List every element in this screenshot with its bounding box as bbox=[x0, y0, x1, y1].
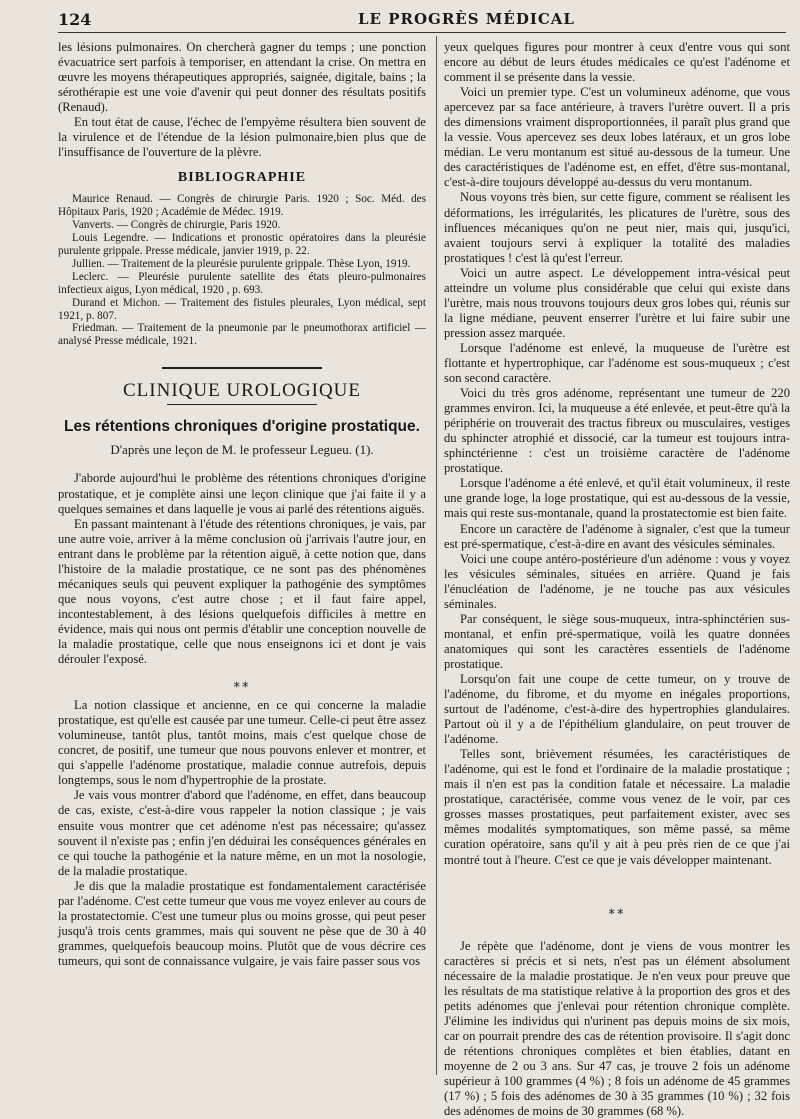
column-divider bbox=[436, 36, 437, 1075]
left-column bbox=[58, 40, 426, 1083]
paragraph: Telles sont, brièvement résumées, les caractéristiques de l'adénome, qui est le fond et l'ordinaire de la maladie prostatique ; mais il n'en est pas la condition fatale et nécessaire. La maladie prostatique, caractérisée, comme vous venez de le voir, par ces grosses masses prostatiques, peut parfaitement exister, avec ses mêmes modalités symptomatiques, son même passé, sa même curation opératoire, sans qu'il y ait à peu près rien de ce que j'ai montré tout à l'heure. C'est ce que je vais développer maintenant. bbox=[444, 747, 790, 867]
paragraph: Voici une coupe antéro-postérieure d'un adénome : vous y voyez les vésicules séminales, situées en arrière. Quand je fais l'énucléation de l'adénome, je ne touche pas aux vésicules séminales. bbox=[444, 551, 790, 611]
bib-entry: Maurice Renaud. — Congrès de chirurgie Paris. 1920 ; Soc. Méd. des Hôpitaux Paris, 1920 ; Académie de Médec. 1919. bbox=[58, 193, 426, 219]
section-stars: ⁎⁎ bbox=[233, 675, 251, 691]
header-rule bbox=[58, 32, 786, 33]
bib-entry: Vanverts. — Congrès de chirurgie, Paris 1920. bbox=[72, 219, 281, 232]
paragraph: Je dis que la maladie prostatique est fondamentalement caractérisée par l'adénome. C'est cette tumeur que vous me voyez enlever au cours de la prostatectomie. C'est une tumeur plus ou moins grosse, qui peut peser jusqu'à trois cents grammes, mais qui souvent ne pèse que de 30 à 40 grammes, quelquefois beaucoup moins. Plutôt que de vous décrire ces tumeurs, qui sont de connaissance vulgaire, je vais faire passer sous vos bbox=[58, 878, 426, 968]
paragraph: La notion classique et ancienne, en ce qui concerne la maladie prostatique, est qu'elle est causée par une tumeur. Celle-ci peut être assez volumineuse, tantôt plus, tantôt moins, mais c'est quelque chose de concret, de positif, une tumeur que nous pouvons enlever et montrer, et qui s'appelle l'adénome prostatique, maladie connue autrefois, depuis longtemps, sous le nom d'hypertrophie de la prostate. bbox=[58, 698, 426, 788]
article-title: Les rétentions chroniques d'origine prostatique. bbox=[64, 418, 420, 436]
ornament-divider bbox=[58, 358, 426, 373]
bib-entry: Jullien. — Traitement de la pleurésie purulente grippale. Thèse Lyon, 1919. bbox=[72, 257, 411, 270]
paragraph: Encore un caractère de l'adénome à signaler, c'est que la tumeur est pré-spermatique, c'est-à-dire en avant des vésicules séminales. bbox=[444, 521, 790, 551]
paragraph: En passant maintenant à l'étude des rétentions chroniques, je vais, par une autre voie, arriver à la même conclusion où j'arrivais l'autre jour, en entrant dans le problème par la rétention aiguë, à cette notion que, dans l'histoire de la maladie prostatique, ce ne sont pas des phénomènes mécaniques seuls qui peuvent expliquer la pathogénie des symptômes que nous voyons, c'est autre chose ; et il faut faire appel, incontestablement, à des lésions quelquefois difficiles à mettre en évidence, mais qui nous ont permis d'établir une conception nouvelle de la maladie prostatique, celle que nous enseignons ici et dont je vais dérouler l'exposé. bbox=[58, 516, 426, 667]
section-stars: ⁎⁎ bbox=[608, 901, 626, 917]
paragraph: Voici du très gros adénome, représentant une tumeur de 220 grammes environ. Ici, la muqueuse a été enlevée, et peut-être qu'à la périphérie on trouverait des tractus fibreux ou musculaires, vestiges du sphincter atrophié et dissocié, car la tumeur est toujours intra-sphinctérienne : c'est un troisième caractère de l'adénome prostatique. bbox=[444, 386, 790, 476]
bib-entry: Leclerc. — Pleurésie purulente satellite des états pleuro-pulmonaires infectieux aigus, Lyon médical, 1920 , p. 693. bbox=[58, 270, 426, 296]
running-title: LE PROGRÈS MÉDICAL bbox=[358, 10, 575, 28]
section-rule bbox=[167, 404, 317, 405]
paragraph: J'aborde aujourd'hui le problème des rétentions chroniques d'origine prostatique, et je complète ainsi une leçon clinique que j'ai faite il y a quelques semaines et dans laquelle je vous ai parlé des rétentions aiguës. bbox=[58, 471, 426, 516]
paragraph: Nous voyons très bien, sur cette figure, comment se réalisent les déformations, les irrégularités, les plicatures de l'urètre, sous des influences mécaniques qu'on ne peut nier, mais qui, jusqu'ici, avaient toujours servi à expliquer la totalité des maladies prostatiques ! c'est là qu'est l'erreur. bbox=[444, 190, 790, 265]
paragraph: Je vais vous montrer d'abord que l'adénome, en effet, dans beaucoup de cas, existe, c'est-à-dire vous rappeler la notion classique ; je vais ensuite vous montrer que cet adénome n'est pas nécessaire; qu'assez souvent il n'existe pas ; enfin j'en déduirai les conséquences générales en ce qui touche la pathogénie et la nature même, en un mot la nosologie, de la maladie prostatique. bbox=[58, 788, 426, 878]
paragraph: Voici un autre aspect. Le développement intra-vésical peut atteindre un volume plus considérable que celui qui existe dans l'urètre, mais nous trouvons toujours deux gros lobes qui, réunis sur la ligne médiane, peuvent enserrer l'urètre et lui faire subir une pression assez marquée. bbox=[444, 265, 790, 340]
paragraph: yeux quelques figures pour montrer à ceux d'entre vous qui sont encore au début de leurs études médicales ce qu'est l'adénome et comment il se présente dans la vessie. bbox=[444, 40, 790, 85]
bib-entry: Louis Legendre. — Indications et pronostic opératoires dans la pleurésie purulente grippale. Presse médicale, janvier 1919, p. 22. bbox=[58, 232, 426, 258]
right-column bbox=[444, 40, 790, 1119]
paragraph: Lorsque l'adénome est enlevé, la muqueuse de l'urètre est flottante et hypertrophique, car l'adénome est sous-muqueux ; c'est son second caractère. bbox=[444, 340, 790, 386]
spacer bbox=[444, 925, 790, 939]
article-byline: D'après une leçon de M. le professeur Legueu. (1). bbox=[110, 442, 374, 458]
bibliography bbox=[58, 193, 426, 348]
spacer bbox=[444, 868, 790, 894]
paragraph: Par conséquent, le siège sous-muqueux, intra-sphinctérien sus-montanal, et enfin pré-spermatique, voilà les quatre données anatomiques qui sont les caractères essentiels de l'adénome prostatique. bbox=[444, 611, 790, 671]
paragraph: les lésions pulmonaires. On chercherà gagner du temps ; une ponction évacuatrice sert parfois à temporiser, en attendant la crise. On mettra en œuvre les moyens thérapeutiques appropriés, saignée, digitale, bains ; la sérothérapie est une voie d'avenir qui peut donner des résultats positifs (Renaud). bbox=[58, 40, 426, 115]
paragraph: Je répète que l'adénome, dont je viens de vous montrer les caractères si précis et si nets, n'est pas un élément absolument nécessaire de la maladie prostatique. Je n'en veux pour preuve que les résultats de ma statistique relative à la proportion des gros et des petits adénomes que j'enlevai pour rétention chronique complète. J'élimine les individus qui n'urinent pas depuis moins de six mois, car on pourrait prendre des cas de rétention provisoire. Il s'agit donc de rétentions chroniques complètes et bien établies, datant en moyenne de 2 ou 3 ans. Sur 47 cas, je trouve 2 fois un adénome supérieur à 100 grammes (4 %) ; 8 fois un adénome de 45 grammes (17 %) ; 5 fois des adénomes de 30 à 35 grammes (10 %) ; 32 fois des adénomes de moins de 30 grammes (68 %). bbox=[444, 938, 790, 1119]
bibliography-title: BIBLIOGRAPHIE bbox=[177, 170, 307, 186]
paragraph: En tout état de cause, l'échec de l'empyème résultera bien souvent de la virulence et de l'étendue de la lésion pulmonaire,bien plus que de l'insuffisance de l'ouverture de la plèvre. bbox=[58, 115, 426, 160]
paragraph: Voici un premier type. C'est un volumineux adénome, que vous apercevez par sa face antérieure, à travers l'urètre ouvert. Il a pris des dimensions vraiment disproportionnées, il paraît plus grand que la vessie. Vous apercevez ses deux lobes latéraux, et un gros lobe médian. Le veru montanum est situé au-dessous de la tumeur. Une des caractéristiques de l'adénome est, en effet, d'être sus-montanal, c'est-à-dire toujours développé au-dessus du veru montanum. bbox=[444, 85, 790, 190]
bib-entry: Friedman. — Traitement de la pneumonie par le pneumothorax artificiel — analysé Presse médicale, 1921. bbox=[58, 322, 426, 348]
paragraph: Lorsque l'adénome a été enlevé, et qu'il était volumineux, il reste une grande loge, la loge prostatique, qui est au-dessous de la vessie, mais qui reste sus-montanale, quand la prostatectomie est bien faite. bbox=[444, 476, 790, 521]
paragraph: Lorsqu'on fait une coupe de cette tumeur, on y trouve de l'adénome, du fibrome, et du myome en inégales proportions, surtout de l'adénome, c'est-à-dire des hypertrophies glandulaires. Partout où il y a de l'épithélium glandulaire, on peut trouver de l'adénome. bbox=[444, 671, 790, 747]
section-heading: CLINIQUE UROLOGIQUE bbox=[123, 380, 361, 402]
bib-entry: Durand et Michon. — Traitement des fistules pleurales, Lyon médical, sept 1921, p. 807. bbox=[58, 296, 426, 322]
page-number: 124 bbox=[58, 9, 92, 29]
page-header bbox=[58, 6, 782, 32]
